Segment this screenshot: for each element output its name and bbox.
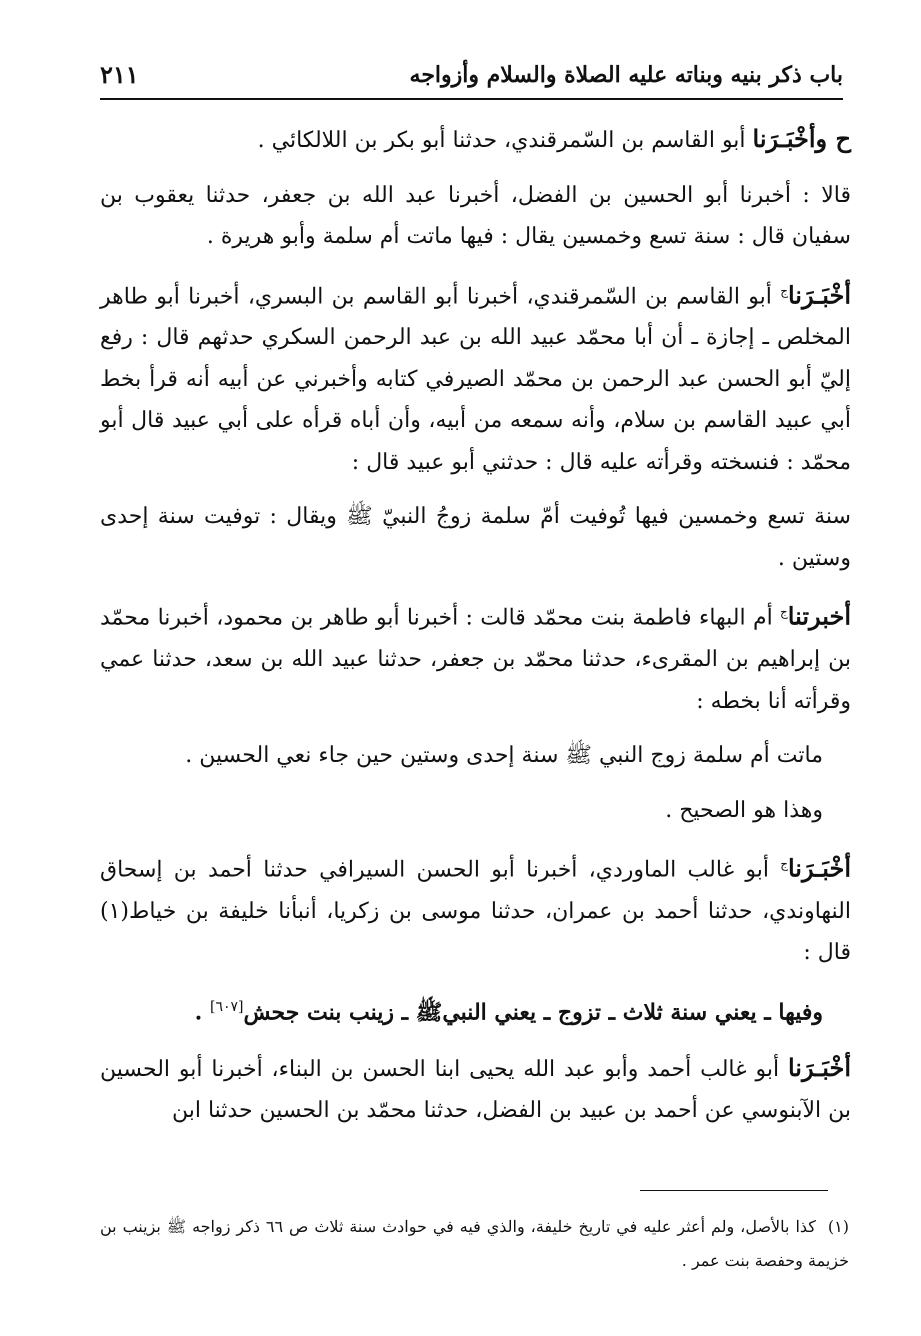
paragraph-lead: أخْبَـرَنا	[787, 279, 851, 309]
header-divider	[100, 98, 843, 100]
footnote-text: كذا بالأصل، ولم أعثر عليه في تاريخ خليفة، والذي فيه في حوادث سنة ثلاث ص ٦٦ ذكر زواجه ﷺ بزينب بن خزيمة وحفصة بنت عمر .	[100, 1217, 849, 1270]
paragraph-text: أبو القاسم بن السّمرقندي، حدثنا أبو بكر بن اللالكائي .	[257, 128, 753, 153]
footnote-number: (١)	[827, 1217, 849, 1236]
source-marker: ج	[780, 605, 788, 620]
footnote	[100, 1210, 849, 1278]
paragraph-tail: .	[194, 999, 210, 1026]
paragraph-text: وفيها ـ يعني سنة ثلاث ـ تزوج ـ يعني النبيﷺ ـ زينب بنت جحش	[243, 999, 823, 1026]
paragraph-text: أم البهاء فاطمة بنت محمّد قالت : أخبرنا أبو طاهر بن محمود، أخبرنا محمّد بن إبراهيم بن المقرىء، حدثنا محمّد بن جعفر، حدثنا عبيد الله بن سعد، حدثنا عمي وقرأته أنا بخطه :	[100, 605, 851, 714]
chapter-title: باب ذكر بنيه وبناته عليه الصلاة والسلام وأزواجه	[409, 62, 843, 88]
paragraph	[100, 118, 851, 162]
reference-number: [٦٠٧]	[209, 998, 244, 1015]
source-marker: ج	[780, 283, 788, 298]
paragraph	[100, 844, 851, 974]
paragraph-lead: أخبرتنا	[787, 601, 851, 631]
paragraph-text: ماتت أم سلمة زوج النبي ﷺ سنة إحدى وستين حين جاء نعي الحسين .	[185, 743, 823, 769]
paragraph-text: سنة تسع وخمسين فيها تُوفيت أمّ سلمة زوجُ النبيّ ﷺ ويقال : توفيت سنة إحدى وستين .	[100, 504, 851, 571]
paragraph-lead: أخْبَـرَنا	[787, 853, 851, 883]
paragraph	[100, 790, 851, 832]
paragraph-text: أبو غالب أحمد وأبو عبد الله يحيى ابنا الحسن بن البناء، أخبرنا أبو الحسين بن الآبنوسي عن أحمد بن عبيد بن الفضل، حدثنا محمّد بن الحسين حدثنا ابن	[100, 1056, 851, 1124]
paragraph-text: وهذا هو الصحيح .	[665, 797, 823, 823]
footnote-divider	[640, 1190, 828, 1191]
running-header	[100, 58, 843, 98]
paragraph-text: أبو غالب الماوردي، أخبرنا أبو الحسن السيرافي حدثنا أحمد بن إسحاق النهاوندي، حدثنا أحمد بن عمران، حدثنا موسى بن زكريا، أنبأنا خليفة بن خياط(١) قال :	[100, 857, 851, 966]
page-number: ٢١١	[100, 60, 139, 89]
source-marker: ج	[780, 857, 788, 872]
paragraph	[100, 987, 851, 1034]
paragraph	[100, 175, 851, 258]
paragraph	[100, 271, 851, 484]
paragraph	[100, 735, 851, 777]
paragraph	[100, 1047, 851, 1132]
paragraph	[100, 592, 851, 722]
main-text	[100, 118, 851, 1145]
paragraph-text: قالا : أخبرنا أبو الحسين بن الفضل، أخبرنا عبد الله بن جعفر، حدثنا يعقوب بن سفيان قال : سنة تسع وخمسين يقال : فيها ماتت أم سلمة وأبو هريرة .	[100, 182, 851, 249]
paragraph-lead: ح وأخْبَـرَنا	[752, 124, 851, 153]
paragraph-text: أبو القاسم بن السّمرقندي، أخبرنا أبو القاسم بن البسري، أخبرنا أبو طاهر المخلص ـ إجازة ـ أن أبا محمّد عبيد الله بن عبد الرحمن السكري حدثهم قال : رفع إليّ أبو الحسن عبد الرحمن بن محمّد الصيرفي كتابه وأخبرني عن أبيه أنه قرأ بخط أبي عبيد القاسم بن سلام، وأنه سمعه من أبيه، وأن أباه قرأه على أبي عبيد قال أبو محمّد : فنسخته وقرأته عليه قال : حدثني أبو عبيد قال :	[100, 283, 851, 475]
paragraph-lead: أخْبَـرَنا	[787, 1052, 851, 1082]
paragraph	[100, 496, 851, 579]
